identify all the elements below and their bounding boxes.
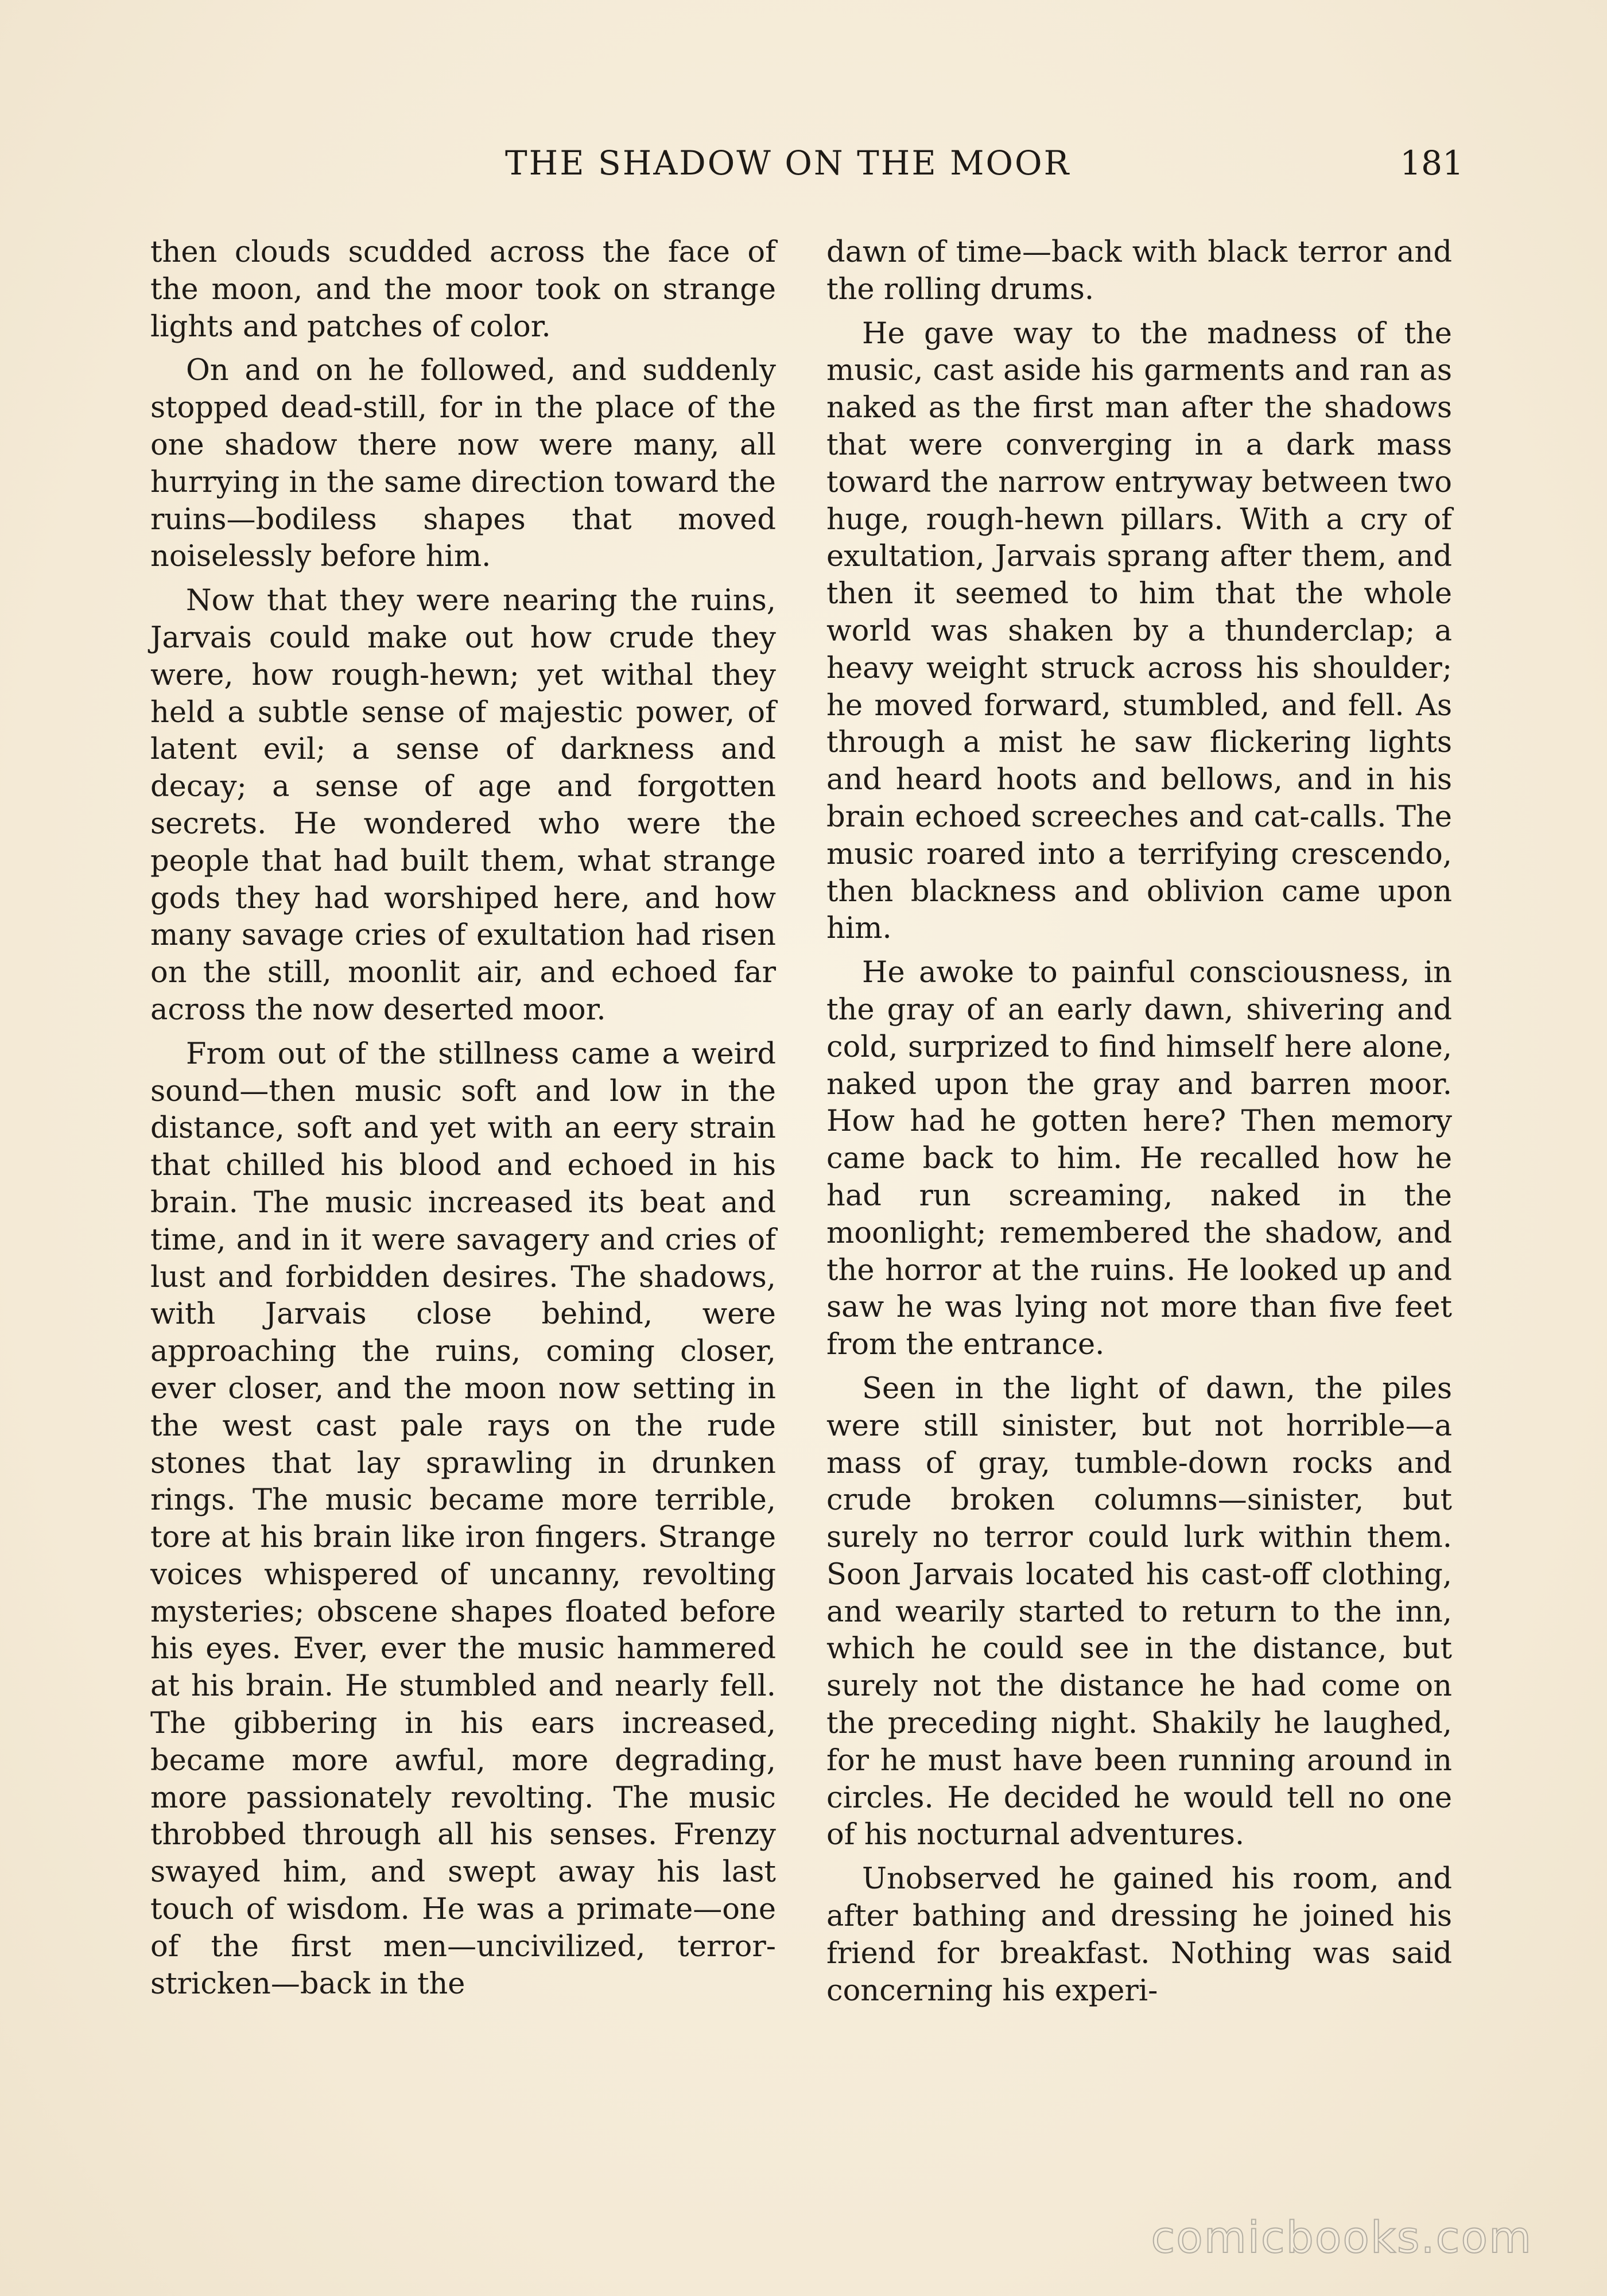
running-title: THE SHADOW ON THE MOOR: [505, 144, 1071, 183]
paragraph: On and on he followed, and suddenly stopped dead-still, for in the place of the one shadow there now were many, all hurrying in the same direction toward the ruins—bodiless shapes that moved noiselessly before him.: [150, 354, 776, 574]
page-number: 181: [1400, 144, 1464, 183]
paragraph: He awoke to painful consciousness, in the gray of an early dawn, shivering and cold, surprized to find himself here alone, naked upon the gray and barren moor. How had he gotten here? Then memory came back to him. He recalled how he had run screaming, naked in the moonlight; remembered the shadow, and the horror at the ruins. He looked up and saw he was lying not more than five feet from the entrance.: [826, 956, 1452, 1362]
running-head: [149, 144, 1464, 195]
right-column: [826, 234, 1452, 2016]
paragraph: then clouds scudded across the face of the moon, and the moor took on strange lights and patches of color.: [150, 235, 776, 344]
paragraph: dawn of time—back with black terror and the rolling drums.: [826, 235, 1452, 307]
paragraph: He gave way to the madness of the music, cast aside his garments and ran as naked as the first man after the shadows that were converging in a dark mass toward the narrow entryway between two huge, rough-hewn pillars. With a cry of exultation, Jarvais sprang after them, and then it seemed to him that the whole world was shaken by a thunderclap; a heavy weight struck across his shoulder; he moved forward, stumbled, and fell. As through a mist he saw flickering lights and heard hoots and bellows, and in his brain echoed screeches and cat-calls. The music roared into a terrifying crescendo, then blackness and oblivion came upon him.: [826, 316, 1452, 946]
paragraph: Now that they were nearing the ruins, Jarvais could make out how crude they were, how rough-hewn; yet withal they held a subtle sense of majestic power, of latent evil; a sense of darkness and decay; a sense of age and forgotten secrets. He wondered who were the people that had built them, what strange gods they had worshiped here, and how many savage cries of exultation had risen on the still, moonlit air, and echoed far across the now deserted moor.: [150, 584, 776, 1027]
watermark: comicbooks.com: [1151, 2212, 1532, 2263]
paragraph: Unobserved he gained his room, and after bathing and dressing he joined his friend for breakfast. Nothing was said concerning his experi-: [826, 1862, 1452, 2008]
left-column: [150, 234, 776, 2010]
paragraph: Seen in the light of dawn, the piles were still sinister, but not horrible—a mass of gray, tumble-down rocks and crude broken columns—sinister, but surely no terror could lurk within them. Soon Jarvais located his cast-off clothing, and wearily started to return to the inn, which he could see in the distance, but surely not the distance he had come on the preceding night. Shakily he laughed, for he must have been running around in circles. He decided he would tell no one of his nocturnal adventures.: [826, 1371, 1452, 1852]
paragraph: From out of the stillness came a weird sound—then music soft and low in the distance, soft and yet with an eery strain that chilled his blood and echoed in his brain. The music increased its beat and time, and in it were savagery and cries of lust and forbidden desires. The shadows, with Jarvais close behind, were approaching the ruins, coming closer, ever closer, and the moon now setting in the west cast pale rays on the rude stones that lay sprawling in drunken rings. The music became more terrible, tore at his brain like iron fingers. Strange voices whispered of uncanny, revolting mysteries; obscene shapes floated before his eyes. Ever, ever the music hammered at his brain. He stumbled and nearly fell. The gibbering in his ears increased, became more awful, more degrading, more passionately revolting. The music throbbed through all his senses. Frenzy swayed him, and swept away his last touch of wisdom. He was a primate—one of the first men—uncivilized, terror-stricken—back in the: [150, 1037, 776, 2001]
